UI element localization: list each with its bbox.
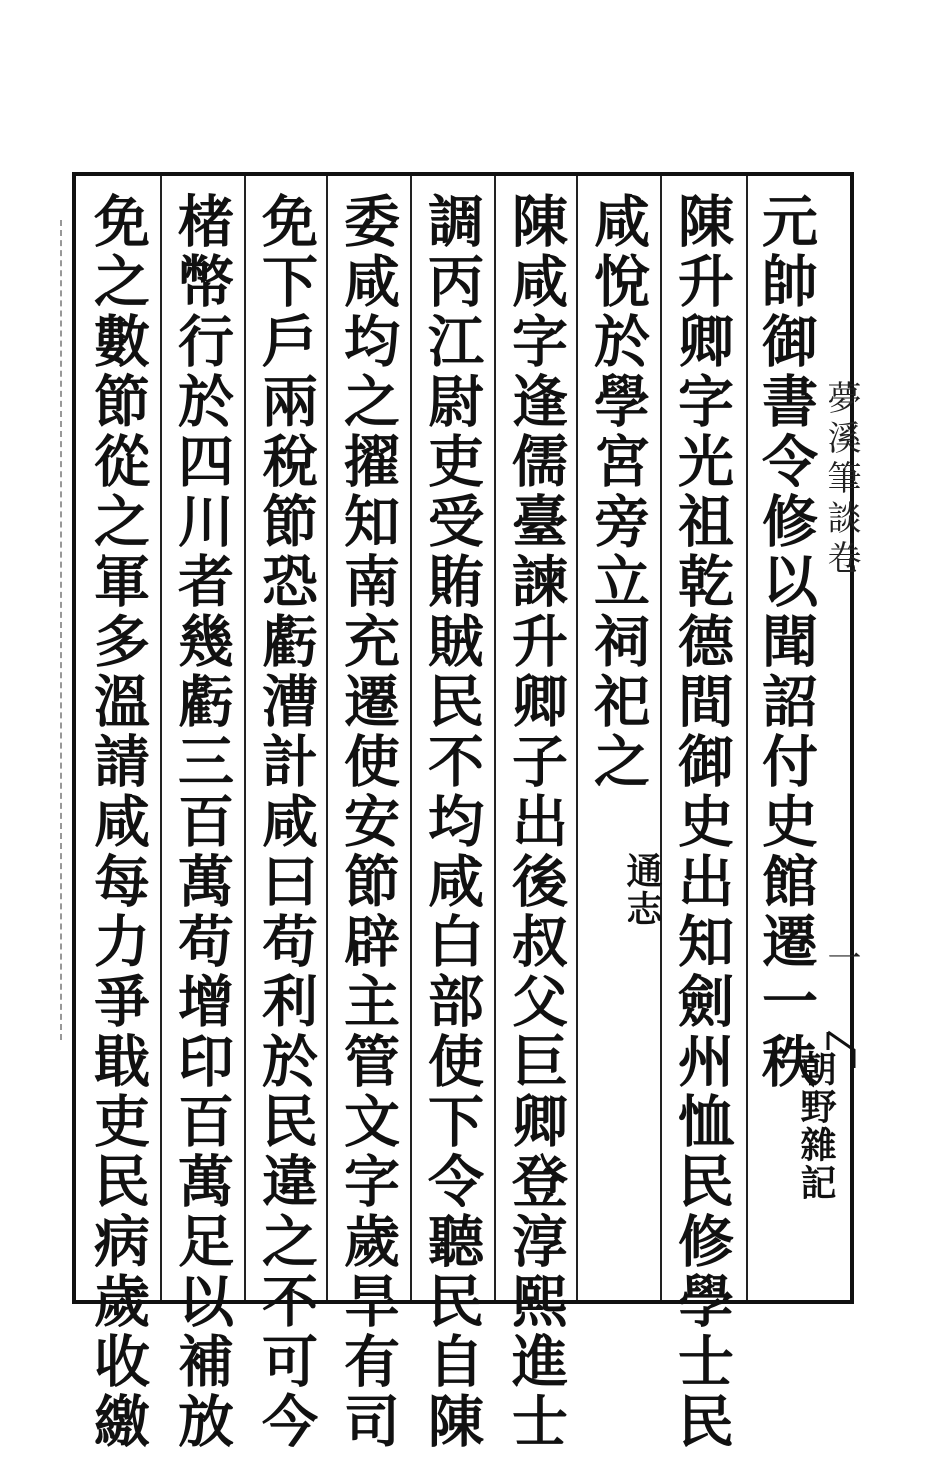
column-text: 陳咸字逢儒臺諫升卿子出後叔父巨卿登淳熙進士 <box>503 192 569 1452</box>
margin-page-number: 一 <box>821 940 861 980</box>
margin-strip <box>820 180 860 1100</box>
column-text: 陳升卿字光祖乾德間御史出知劍州恤民修學士民 <box>669 192 735 1452</box>
text-column-3 <box>586 192 650 792</box>
column-rule <box>660 176 662 1300</box>
column-text: 元帥御書令修以聞詔付史館遷一秩 <box>753 192 819 1092</box>
column-rule <box>244 176 246 1300</box>
column-note-1: 朝野雜記 <box>795 1050 837 1202</box>
column-rule <box>160 176 162 1300</box>
text-column-5 <box>420 192 484 1452</box>
column-note-3: 通志 <box>621 852 663 928</box>
text-column-7 <box>254 192 318 1452</box>
margin-title: 夢溪筆談卷 <box>821 380 861 580</box>
text-column-6 <box>336 192 400 1452</box>
column-text: 委咸均之擢知南充遷使安節辟主管文字歲旱有司 <box>335 192 401 1452</box>
text-column-9 <box>86 192 150 1452</box>
column-rule <box>746 176 748 1300</box>
column-text: 免下戶兩稅節恐虧漕計咸曰苟利於民違之不可今 <box>253 192 319 1452</box>
column-text: 免之數節從之軍多溫請咸每力爭戢吏民病歲收繳 <box>85 192 151 1452</box>
text-column-4 <box>504 192 568 1452</box>
column-text: 調丙江尉吏受賄賊民不均咸白部使下令聽民自陳 <box>419 192 485 1452</box>
column-rule <box>494 176 496 1300</box>
column-text: 咸悅於學宮旁立祠祀之 <box>585 192 651 792</box>
column-rule <box>326 176 328 1300</box>
column-rule <box>410 176 412 1300</box>
left-edge-stain <box>60 220 74 1040</box>
text-column-1 <box>754 192 818 1092</box>
column-rule <box>576 176 578 1300</box>
text-column-2 <box>670 192 734 1452</box>
column-text: 楮幣行於四川者幾虧三百萬苟增印百萬足以補放 <box>169 192 235 1452</box>
text-column-8 <box>170 192 234 1452</box>
